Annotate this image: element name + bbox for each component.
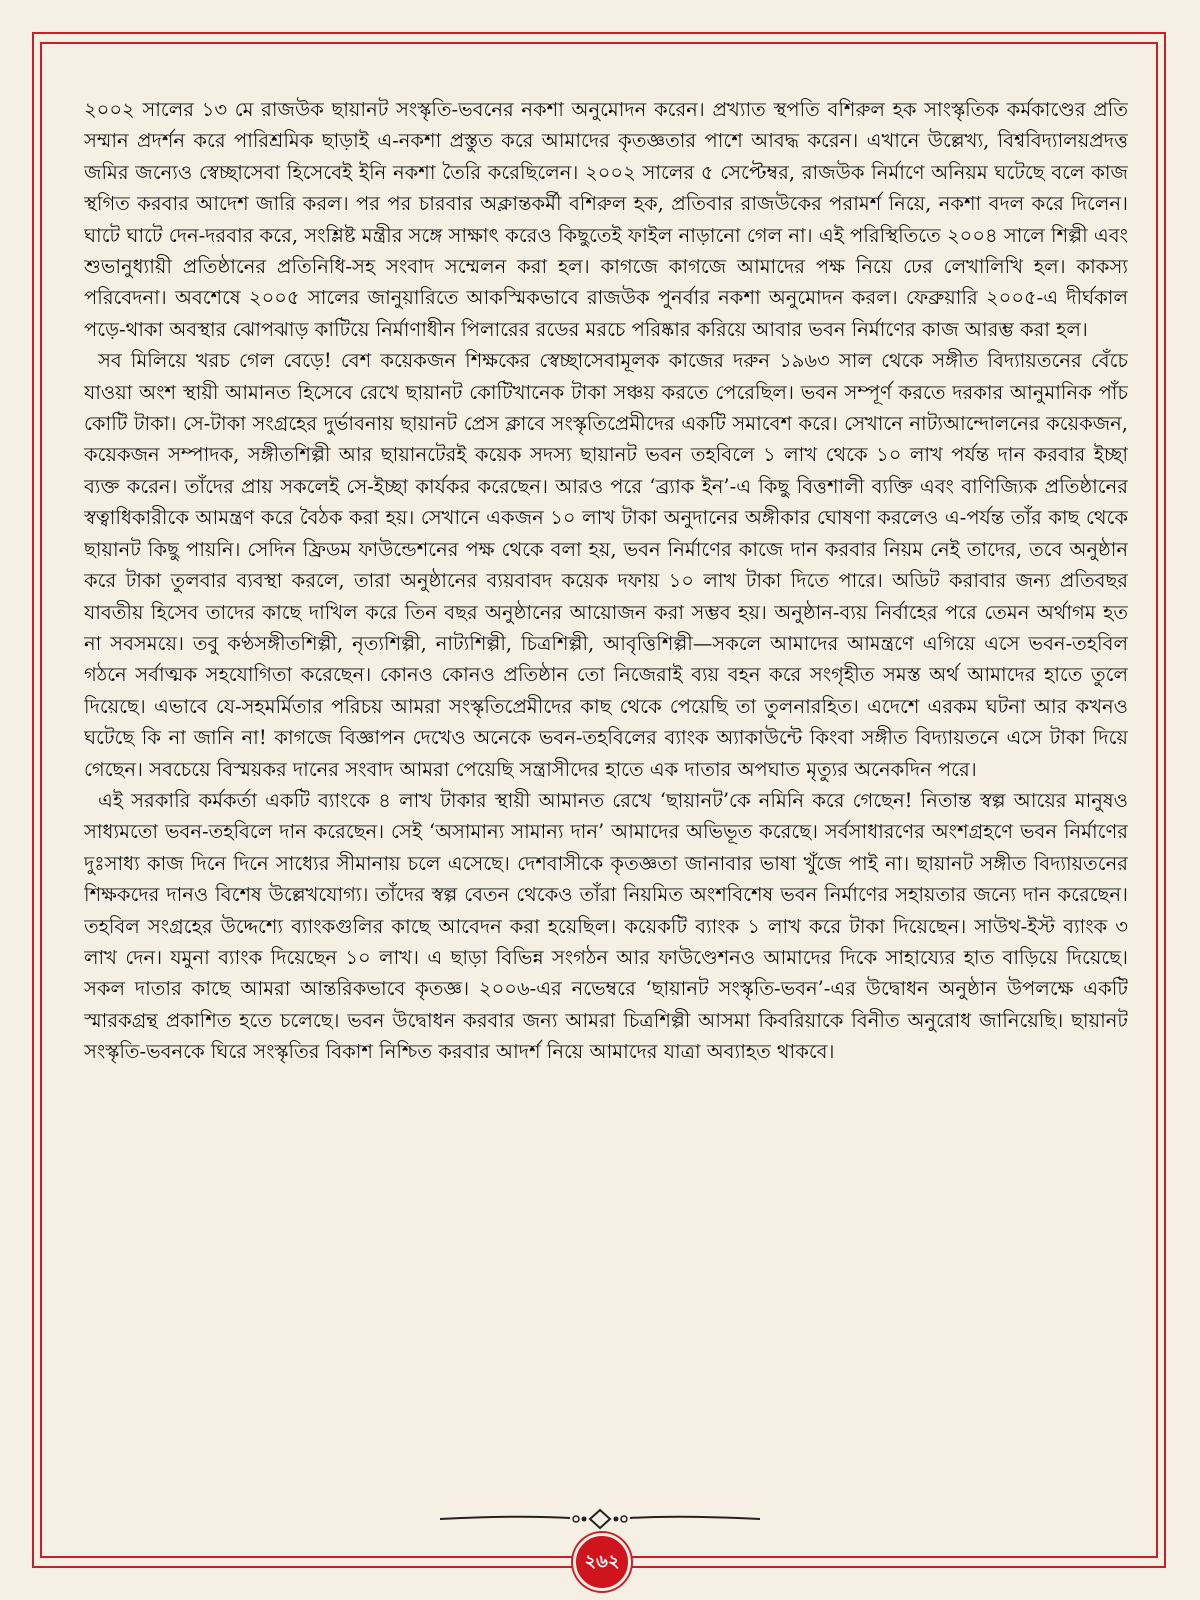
article-body xyxy=(84,94,1128,1494)
paragraph-1: ২০০২ সালের ১৩ মে রাজউক ছায়ানট সংস্কৃতি-ভবনের নকশা অনুমোদন করেন। প্রখ্যাত স্থপতি বশিরুল হক সাংস্কৃতিক কর্মকাণ্ডের প্রতি সম্মান প্রদর্শন করে পারিশ্রমিক ছাড়াই এ-নকশা প্রস্তুত করে আমাদের কৃতজ্ঞতার পাশে আবদ্ধ করেন। এখানে উল্লেখ্য, বিশ্ববিদ্যালয়প্রদত্ত জমির জন্যেও স্বেচ্ছাসেবা হিসেবেই ইনি নকশা তৈরি করেছিলেন। ২০০২ সালের ৫ সেপ্টেম্বর, রাজউক নির্মাণে অনিয়ম ঘটেছে বলে কাজ স্থগিত করবার আদেশ জারি করল। পর পর চারবার অক্লান্তকর্মী বশিরুল হক, প্রতিবার রাজউকের পরামর্শ নিয়ে, নকশা বদল করে দিলেন। ঘাটে ঘাটে দেন-দরবার করে, সংশ্লিষ্ট মন্ত্রীর সঙ্গে সাক্ষাৎ করেও কিছুতেই ফাইল নাড়ানো গেল না। এই পরিস্থিতিতে ২০০৪ সালে শিল্পী এবং শুভানুধ্যায়ী প্রতিষ্ঠানের প্রতিনিধি-সহ সংবাদ সম্মেলন করা হল। কাগজে কাগজে আমাদের পক্ষ নিয়ে ঢের লেখালিখি হল। কাকস্য পরিবেদনা। অবশেষে ২০০৫ সালের জানুয়ারিতে আকস্মিকভাবে রাজউক পুনর্বার নকশা অনুমোদন করল। ফেব্রুয়ারি ২০০৫-এ দীর্ঘকাল পড়ে-থাকা অবস্থার ঝোপঝাড় কাটিয়ে নির্মাণাধীন পিলারের রডের মরচে পরিষ্কার করিয়ে আবার ভবন নির্মাণের কাজ আরম্ভ করা হল। xyxy=(84,98,1128,341)
divider-ornament xyxy=(440,1504,760,1534)
paragraph-3: এই সরকারি কর্মকর্তা একটি ব্যাংকে ৪ লাখ টাকার স্থায়ী আমানত রেখে ‘ছায়ানট’কে নমিনি করে গেছেন! নিতান্ত স্বল্প আয়ের মানুষও সাধ্যমতো ভবন-তহবিলে দান করেছেন। সেই ‘অসামান্য সামান্য দান’ আমাদের অভিভূত করেছে। সর্বসাধারণের অংশগ্রহণে ভবন নির্মাণের দুঃসাধ্য কাজ দিনে দিনে সাধ্যের সীমানায় চলে এসেছে। দেশবাসীকে কৃতজ্ঞতা জানাবার ভাষা খুঁজে পাই না। ছায়ানট সঙ্গীত বিদ্যায়তনের শিক্ষকদের দানও বিশেষ উল্লেখযোগ্য। তাঁদের স্বল্প বেতন থেকেও তাঁরা নিয়মিত অংশবিশেষ ভবন নির্মাণের সহায়তার জন্যে দান করেছেন। তহবিল সংগ্রহের উদ্দেশ্যে ব্যাংকগুলির কাছে আবেদন করা হয়েছিল। কয়েকটি ব্যাংক ১ লাখ করে টাকা দিয়েছেন। সাউথ-ইস্ট ব্যাংক ৩ লাখ দেন। যমুনা ব্যাংক দিয়েছেন ১০ লাখ। এ ছাড়া বিভিন্ন সংগঠন আর ফাউণ্ডেশনও আমাদের দিকে সাহায্যের হাত বাড়িয়ে দিয়েছে। সকল দাতার কাছে আমরা আন্তরিকভাবে কৃতজ্ঞ। ২০০৬-এর নভেম্বরে ‘ছায়ানট সংস্কৃতি-ভবন’-এর উদ্বোধন অনুষ্ঠান উপলক্ষে একটি স্মারকগ্রন্থ প্রকাশিত হতে চলেছে। ভবন উদ্বোধন করবার জন্য আমরা চিত্রশিল্পী আসমা কিবরিয়াকে বিনীত অনুরোধ জানিয়েছি। ছায়ানট সংস্কৃতি-ভবনকে ঘিরে সংস্কৃতির বিকাশ নিশ্চিত করবার আদর্শ নিয়ে আমাদের যাত্রা অব্যাহত থাকবে। xyxy=(84,788,1128,1064)
page-number-badge: ২৬২ xyxy=(573,1533,631,1591)
paragraph-2: সব মিলিয়ে খরচ গেল বেড়ে! বেশ কয়েকজন শিক্ষকের স্বেচ্ছাসেবামূলক কাজের দরুন ১৯৬৩ সাল থেকে সঙ্গীত বিদ্যায়তনের বেঁচে যাওয়া অংশ স্থায়ী আমানত হিসেবে রেখে ছায়ানট কোটিখানেক টাকা সঞ্চয় করতে পেরেছিল। ভবন সম্পূর্ণ করতে দরকার আনুমানিক পাঁচ কোটি টাকা। সে-টাকা সংগ্রহের দুর্ভাবনায় ছায়ানট প্রেস ক্লাবে সংস্কৃতিপ্রেমীদের একটি সমাবেশ করে। সেখানে নাট্যআন্দোলনের কয়েকজন, কয়েকজন সম্পাদক, সঙ্গীতশিল্পী আর ছায়ানটেরই কয়েক সদস্য ছায়ানট ভবন তহবিলে ১ লাখ থেকে ১০ লাখ পর্যন্ত দান করবার ইচ্ছা ব্যক্ত করেন। তাঁদের প্রায় সকলেই সে-ইচ্ছা কার্যকর করেছেন। আরও পরে ‘ব্র্যাক ইন’-এ কিছু বিত্তশালী ব্যক্তি এবং বাণিজ্যিক প্রতিষ্ঠানের স্বত্বাধিকারীকে আমন্ত্রণ করে বৈঠক করা হয়। সেখানে একজন ১০ লাখ টাকা অনুদানের অঙ্গীকার ঘোষণা করলেও এ-পর্যন্ত তাঁর কাছ থেকে ছায়ানট কিছু পায়নি। সেদিন ফ্রিডম ফাউন্ডেশনের পক্ষ থেকে বলা হয়, ভবন নির্মাণের কাজে দান করবার নিয়ম নেই তাদের, তবে অনুষ্ঠান করে টাকা তুলবার ব্যবস্থা করলে, তারা অনুষ্ঠানের ব্যয়বাবদ কয়েক দফায় ১০ লাখ টাকা দিতে পারে। অডিট করাবার জন্য প্রতিবছর যাবতীয় হিসেব তাদের কাছে দাখিল করে তিন বছর অনুষ্ঠানের আয়োজন করা সম্ভব হয়। অনুষ্ঠান-ব্যয় নির্বাহের পরে তেমন অর্থাগম হত না সবসময়ে। তবু কণ্ঠসঙ্গীতশিল্পী, নৃত্যশিল্পী, নাট্যশিল্পী, চিত্রশিল্পী, আবৃত্তিশিল্পী—সকলে আমাদের আমন্ত্রণে এগিয়ে এসে ভবন-তহবিল গঠনে সর্বাত্মক সহযোগিতা করেছেন। কোনও কোনও প্রতিষ্ঠান তো নিজেরাই ব্যয় বহন করে সংগৃহীত সমস্ত অর্থ আমাদের হাতে তুলে দিয়েছে। এভাবে যে-সহমর্মিতার পরিচয় আমরা সংস্কৃতিপ্রেমীদের কাছ থেকে পেয়েছি তা তুলনারহিত। এদেশে এরকম ঘটনা আর কখনও ঘটেছে কি না জানি না! কাগজে বিজ্ঞাপন দেখেও অনেকে ভবন-তহবিলের ব্যাংক অ্যাকাউন্টে কিংবা সঙ্গীত বিদ্যায়তনে এসে টাকা দিয়ে গেছেন। সবচেয়ে বিস্ময়কর দানের সংবাদ আমরা পেয়েছি সন্ত্রাসীদের হাতে এক দাতার অপঘাত মৃত্যুর অনেকদিন পরে। xyxy=(84,349,1128,781)
